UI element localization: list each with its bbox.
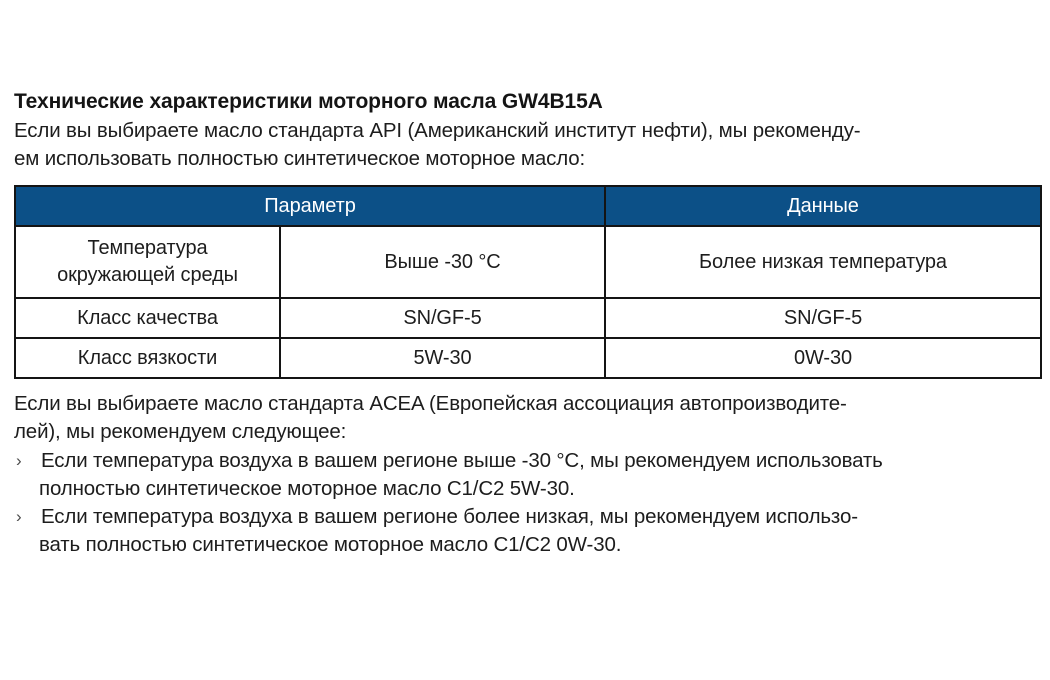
recommendation-list — [14, 447, 1042, 559]
table-row — [15, 298, 1041, 338]
column-header-data: Данные — [605, 186, 1041, 226]
cell-value-api: Выше -30 °C — [280, 226, 605, 298]
oil-specification-table — [14, 185, 1042, 379]
acea-paragraph — [14, 390, 1042, 446]
cell-parameter-label — [15, 226, 280, 298]
cell-label-line-2: окружающей среды — [57, 264, 238, 286]
cell-label-line-1: Температура — [87, 237, 208, 259]
list-item-line-2: полностью синтетическое моторное масло C1/C2 5W-30. — [39, 477, 575, 500]
table-row — [15, 338, 1041, 378]
page-title: Технические характеристики моторного масла GW4B15A — [14, 90, 603, 113]
list-item-line-1: Если температура воздуха в вашем регионе выше -30 °C, мы рекомендуем использовать — [41, 449, 883, 472]
document-content — [14, 88, 1042, 559]
intro-paragraph-line-2: ем использовать полностью синтетическое моторное масло: — [14, 147, 586, 170]
cell-value-data: SN/GF-5 — [605, 298, 1041, 338]
table-header-row — [15, 186, 1041, 226]
table-row — [15, 226, 1041, 298]
table-body — [15, 226, 1041, 378]
list-item-line-2: вать полностью синтетическое моторное масло C1/C2 0W-30. — [39, 533, 622, 556]
intro-paragraph — [14, 117, 1042, 173]
cell-parameter-label: Класс вязкости — [15, 338, 280, 378]
acea-paragraph-line-2: лей), мы рекомендуем следующее: — [14, 420, 347, 443]
acea-paragraph-line-1: Если вы выбираете масло стандарта ACEA (Европейская ассоциация автопроизводите- — [14, 392, 847, 415]
cell-value-data: Более низкая температура — [605, 226, 1041, 298]
table-head — [15, 186, 1041, 226]
cell-value-api: 5W-30 — [280, 338, 605, 378]
list-item — [14, 503, 1042, 559]
chevron-right-icon: › — [16, 451, 22, 470]
column-header-parameter: Параметр — [15, 186, 605, 226]
list-item-line-1: Если температура воздуха в вашем регионе более низкая, мы рекомендуем использо- — [41, 505, 858, 528]
chevron-right-icon: › — [16, 507, 22, 526]
cell-value-data: 0W-30 — [605, 338, 1041, 378]
intro-paragraph-line-1: Если вы выбираете масло стандарта API (Американский институт нефти), мы рекоменду- — [14, 119, 861, 142]
cell-value-api: SN/GF-5 — [280, 298, 605, 338]
cell-parameter-label: Класс качества — [15, 298, 280, 338]
list-item — [14, 447, 1042, 503]
